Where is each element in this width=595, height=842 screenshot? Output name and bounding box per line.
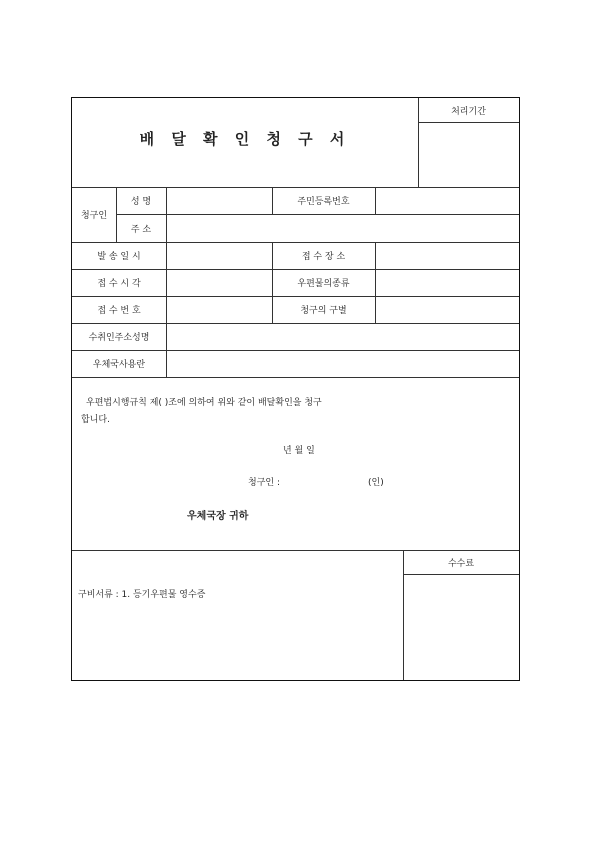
receipt-no-label: 접 수 번 호 (97, 306, 141, 316)
signer-label: 청구인 : (248, 478, 280, 488)
divider (403, 574, 519, 575)
receipt-place-field[interactable] (376, 243, 518, 268)
addressee: 우체국장 귀하 (187, 511, 249, 522)
claim-type-field[interactable] (376, 297, 518, 322)
recipient-label: 수취인주소성명 (88, 333, 150, 343)
address-label: 주 소 (130, 224, 152, 235)
signer-field[interactable] (287, 472, 367, 488)
resident-no-field[interactable] (376, 188, 518, 213)
processing-period-field[interactable] (420, 124, 517, 185)
send-date-field[interactable] (167, 243, 271, 268)
address-field[interactable] (167, 215, 518, 241)
delivery-confirmation-form (71, 97, 520, 681)
attachments: 구비서류 : 1. 등기우편물 영수증 (78, 590, 206, 600)
form-title: 배 달 확 인 청 구 서 (139, 130, 351, 148)
resident-no-label: 주민등록번호 (297, 197, 350, 207)
mail-type-field[interactable] (376, 270, 518, 295)
fee-label: 수수료 (447, 558, 475, 569)
receipt-place-label: 접 수 장 소 (301, 252, 346, 262)
name-field[interactable] (167, 188, 271, 213)
receipt-time-field[interactable] (167, 270, 271, 295)
statement-line2: 합니다. (81, 415, 110, 425)
seal-label: (인) (368, 478, 384, 488)
recipient-field[interactable] (167, 324, 518, 349)
processing-period-label: 처리기간 (451, 106, 486, 117)
divider (418, 122, 519, 123)
divider (72, 377, 519, 378)
statement-line1: 우편법시행규칙 제( )조에 의하여 위와 같이 배달확인을 청구 (86, 398, 322, 408)
send-date-label: 발 송 일 시 (97, 252, 141, 262)
post-office-use-label: 우체국사용란 (92, 360, 146, 370)
receipt-no-field[interactable] (167, 297, 271, 322)
claim-type-label: 청구의 구별 (300, 306, 347, 316)
fee-field[interactable] (405, 576, 517, 678)
date-line: 년 월 일 (283, 446, 315, 456)
post-office-use-field[interactable] (167, 351, 518, 376)
name-label: 성 명 (130, 197, 152, 207)
claimant-label: 청구인 (80, 211, 108, 221)
mail-type-label: 우편물의종류 (297, 279, 350, 289)
receipt-time-label: 접 수 시 각 (97, 279, 141, 289)
